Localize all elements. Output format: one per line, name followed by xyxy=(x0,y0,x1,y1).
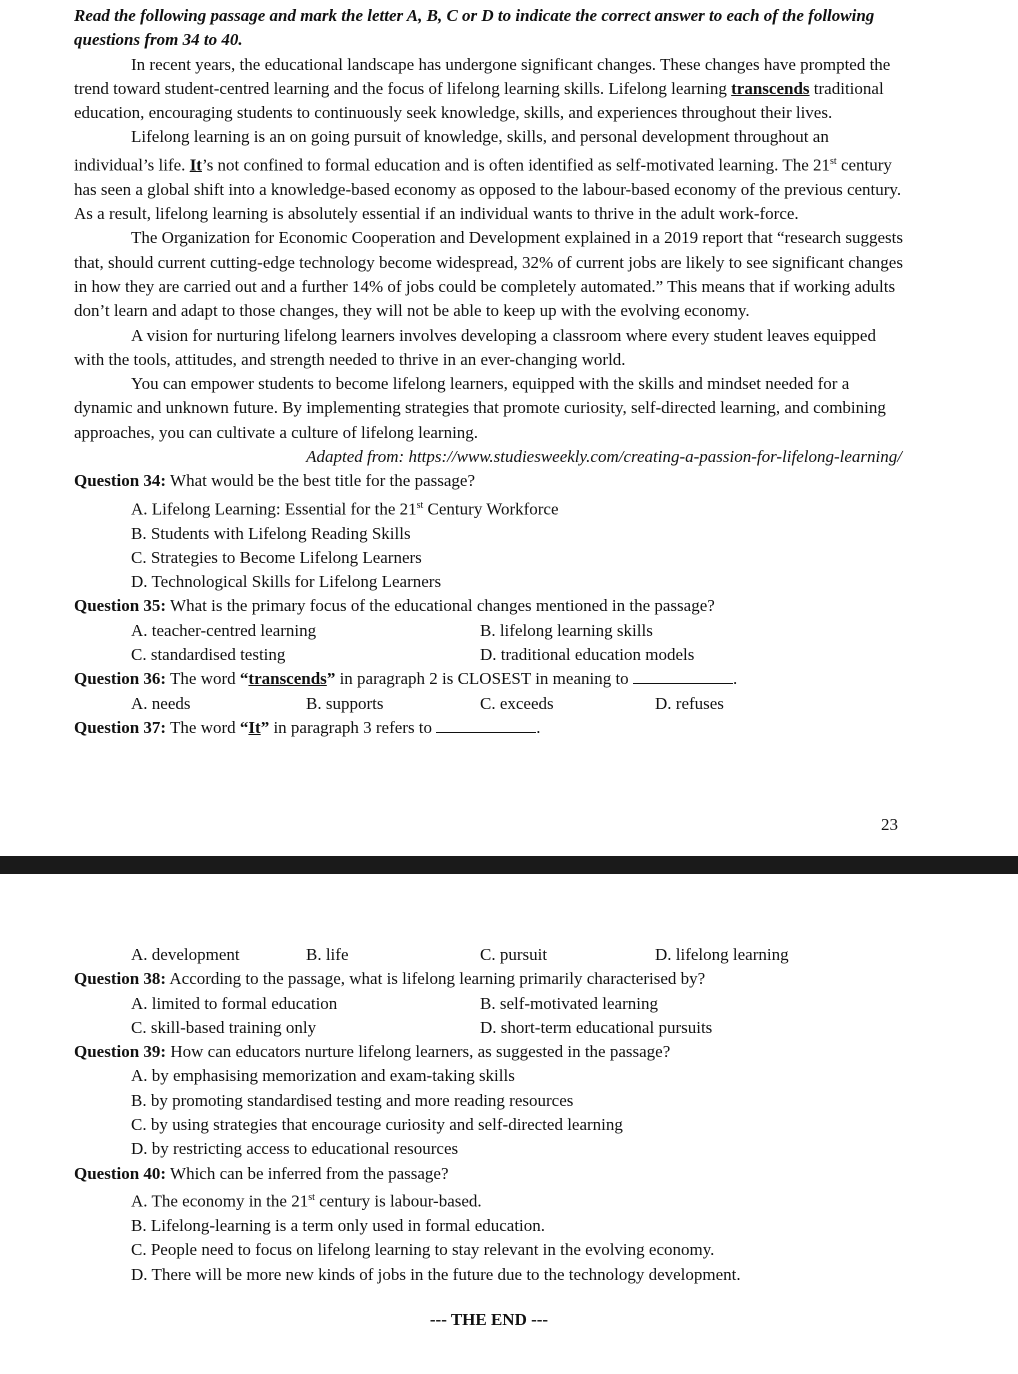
the-end: --- THE END --- xyxy=(429,1309,549,1329)
question-39: Question 39: How can educators nurture lifelong learners, as suggested in the passage? xyxy=(74,1042,671,1062)
keyword-transcends: transcends xyxy=(731,78,810,98)
q35-options-row-2 xyxy=(131,643,904,667)
keyword-it: It xyxy=(189,155,202,175)
q34-option-b[interactable]: B. Students with Lifelong Reading Skills xyxy=(131,523,411,543)
q37-keyword: It xyxy=(248,717,261,737)
q39-option-c[interactable]: C. by using strategies that encourage curiosity and self-directed learning xyxy=(131,1115,623,1135)
passage-paragraph-2: Lifelong learning is an on going pursuit of knowledge, skills, and personal development throughout an individual’s life. It’s not confined to formal education and is often identified as self-motivated learning. The 21st century has seen a global shift into a knowledge-based economy as opposed to the labour-based economy of the previous century. As a result, lifelong learning is absolutely essential if an individual wants to thrive in the adult work-force. xyxy=(74,127,902,224)
passage-paragraph-1: In recent years, the educational landscape has undergone significant changes. These changes have prompted the trend toward student-centred learning and the focus of lifelong learning skills. Lifelong learning transcends traditional education, encouraging students to continuously seek knowledge, skills, and experiences throughout their lives. xyxy=(74,54,891,123)
q40-option-b[interactable]: B. Lifelong-learning is a term only used in formal education. xyxy=(131,1215,546,1235)
page-divider xyxy=(0,856,1018,874)
question-40: Question 40: Which can be inferred from the passage? xyxy=(74,1163,449,1183)
question-37: Question 37: The word “It” in paragraph 3 refers to . xyxy=(74,717,541,737)
q36-option-b[interactable]: B. supports xyxy=(306,693,384,713)
q37-option-a[interactable]: A. development xyxy=(131,945,240,964)
q36-options-row xyxy=(131,692,904,716)
q38-options-row-2 xyxy=(131,1016,904,1040)
q38-option-a[interactable]: A. limited to formal education xyxy=(131,993,338,1013)
question-35: Question 35: What is the primary focus of the educational changes mentioned in the passage? xyxy=(74,596,715,616)
page-number: 23 xyxy=(881,815,898,834)
passage-paragraph-5: You can empower students to become lifelong learners, equipped with the skills and mindset needed for a dynamic and unknown future. By implementing strategies that promote curiosity, self-directed learning, and combining approaches, you can cultivate a culture of lifelong learning. xyxy=(74,374,886,442)
q36-option-a[interactable]: A. needs xyxy=(131,693,191,713)
q35-options-row-1 xyxy=(131,619,904,643)
answer-blank xyxy=(436,718,536,733)
q35-option-b[interactable]: B. lifelong learning skills xyxy=(480,620,653,640)
q35-option-c[interactable]: C. standardised testing xyxy=(131,645,286,665)
q36-option-d[interactable]: D. refuses xyxy=(655,693,724,713)
q35-option-a[interactable]: A. teacher-centred learning xyxy=(131,620,317,640)
passage-paragraph-3: The Organization for Economic Cooperation and Development explained in a 2019 report that “research suggests that, should current cutting-edge technology become widespread, 32% of current jobs are likely to see significant changes in how they are carried out and a further 14% of jobs could be completely automated.” This means that if working adults don’t learn and adapt to those changes, they will not be able to keep up with the evolving economy. xyxy=(74,228,903,321)
q36-keyword: transcends xyxy=(248,669,327,689)
q40-option-c[interactable]: C. People need to focus on lifelong learning to stay relevant in the evolving economy. xyxy=(131,1240,715,1260)
passage-source: Adapted from: https://www.studiesweekly.com/creating-a-passion-for-lifelong-learning/ xyxy=(306,447,902,466)
q40-option-d[interactable]: D. There will be more new kinds of jobs in the future due to the technology development. xyxy=(131,1264,741,1284)
q38-option-d[interactable]: D. short-term educational pursuits xyxy=(480,1017,713,1037)
q37-option-b[interactable]: B. life xyxy=(306,945,349,964)
q35-option-d[interactable]: D. traditional education models xyxy=(480,645,695,665)
q38-option-b[interactable]: B. self-motivated learning xyxy=(480,993,658,1013)
q36-option-c[interactable]: C. exceeds xyxy=(480,693,554,713)
q34-option-d[interactable]: D. Technological Skills for Lifelong Learners xyxy=(131,572,442,592)
q34-option-c[interactable]: C. Strategies to Become Lifelong Learners xyxy=(131,547,422,567)
q39-option-a[interactable]: A. by emphasising memorization and exam-taking skills xyxy=(131,1066,515,1086)
answer-blank xyxy=(633,669,733,684)
q39-option-b[interactable]: B. by promoting standardised testing and more reading resources xyxy=(131,1090,574,1110)
page-bottom xyxy=(74,943,904,1332)
question-36: Question 36: The word “transcends” in paragraph 2 is CLOSEST in meaning to . xyxy=(74,669,738,689)
instructions: Read the following passage and mark the letter A, B, C or D to indicate the correct answer to each of the following questions from 34 to 40. xyxy=(74,6,875,50)
q34-option-a[interactable]: A. Lifelong Learning: Essential for the 21st Century Workforce xyxy=(131,499,559,519)
q39-option-d[interactable]: D. by restricting access to educational resources xyxy=(131,1139,459,1159)
q37-option-d[interactable]: D. lifelong learning xyxy=(655,945,789,964)
q37-options-row xyxy=(131,943,904,967)
page-top xyxy=(74,4,904,740)
question-38: Question 38: According to the passage, what is lifelong learning primarily characterised by? xyxy=(74,969,706,989)
q37-option-c[interactable]: C. pursuit xyxy=(480,945,548,964)
q38-options-row-1 xyxy=(131,992,904,1016)
question-34: Question 34: What would be the best title for the passage? xyxy=(74,471,475,491)
q38-option-c[interactable]: C. skill-based training only xyxy=(131,1017,317,1037)
passage-paragraph-4: A vision for nurturing lifelong learners involves developing a classroom where every student leaves equipped with the tools, attitudes, and strength needed to thrive in an ever-changing world. xyxy=(74,325,876,369)
q40-option-a[interactable]: A. The economy in the 21st century is labour-based. xyxy=(131,1191,482,1211)
